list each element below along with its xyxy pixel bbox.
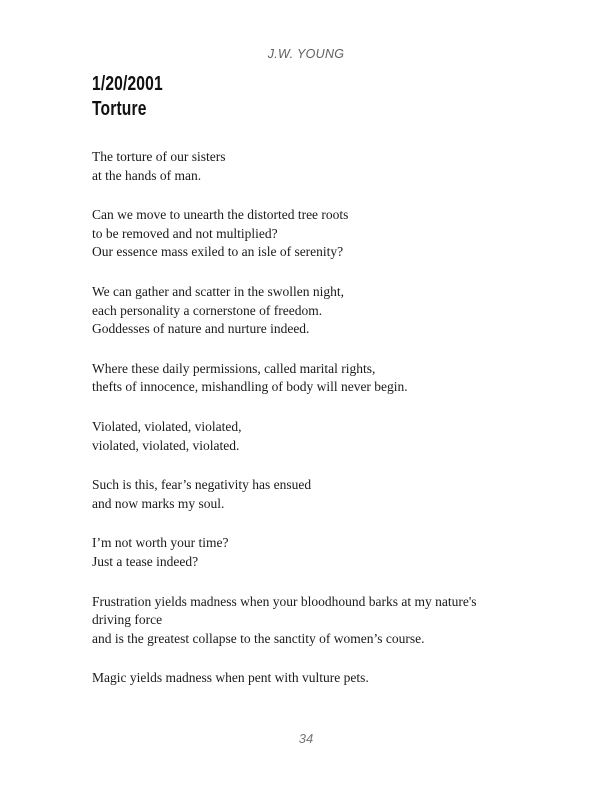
poem-line: I’m not worth your time? xyxy=(92,535,229,551)
poem-line: Our essence mass exiled to an isle of serenity? xyxy=(92,244,344,260)
poem-line: The torture of our sisters xyxy=(92,149,226,164)
poem-line: to be removed and not multiplied? xyxy=(92,225,278,241)
running-header-author: J.W. YOUNG xyxy=(267,47,345,61)
poem-body xyxy=(92,148,532,709)
poem-line: at the hands of man. xyxy=(92,167,202,183)
poem-line: Just a tease indeed? xyxy=(92,553,199,569)
poem-line: Magic yields madness when pent with vulture pets. xyxy=(92,670,369,686)
poem-line: and now marks my soul. xyxy=(92,495,225,511)
poem-line: and is the greatest collapse to the sanctity of women’s course. xyxy=(92,630,425,646)
poem-date: 1/20/2001 xyxy=(92,73,163,95)
poem-line: driving force xyxy=(92,612,163,628)
stanza xyxy=(92,669,532,688)
poem-line: violated, violated, violated. xyxy=(92,437,240,453)
poem-title: Torture xyxy=(92,98,147,120)
page-number: 34 xyxy=(298,731,314,746)
poem-line: Goddesses of nature and nurture indeed. xyxy=(92,321,310,337)
stanza xyxy=(92,593,532,649)
stanza xyxy=(92,534,532,571)
stanza xyxy=(92,476,532,513)
stanza xyxy=(92,206,532,262)
stanza xyxy=(92,283,532,339)
poem-line: Violated, violated, violated, xyxy=(92,418,242,434)
poem-line: Where these daily permissions, called marital rights, xyxy=(92,360,376,376)
poem-line: Can we move to unearth the distorted tree roots xyxy=(92,207,349,223)
poem-line: each personality a cornerstone of freedom. xyxy=(92,302,323,318)
poem-line: thefts of innocence, mishandling of body will never begin. xyxy=(92,379,408,395)
poem-line: Frustration yields madness when your bloodhound barks at my nature's xyxy=(92,593,477,609)
poem-line: We can gather and scatter in the swollen night, xyxy=(92,283,344,299)
stanza xyxy=(92,148,532,185)
poem-title-block xyxy=(92,72,183,122)
stanza xyxy=(92,418,532,455)
stanza xyxy=(92,360,532,397)
poem-line: Such is this, fear’s negativity has ensued xyxy=(92,477,312,493)
